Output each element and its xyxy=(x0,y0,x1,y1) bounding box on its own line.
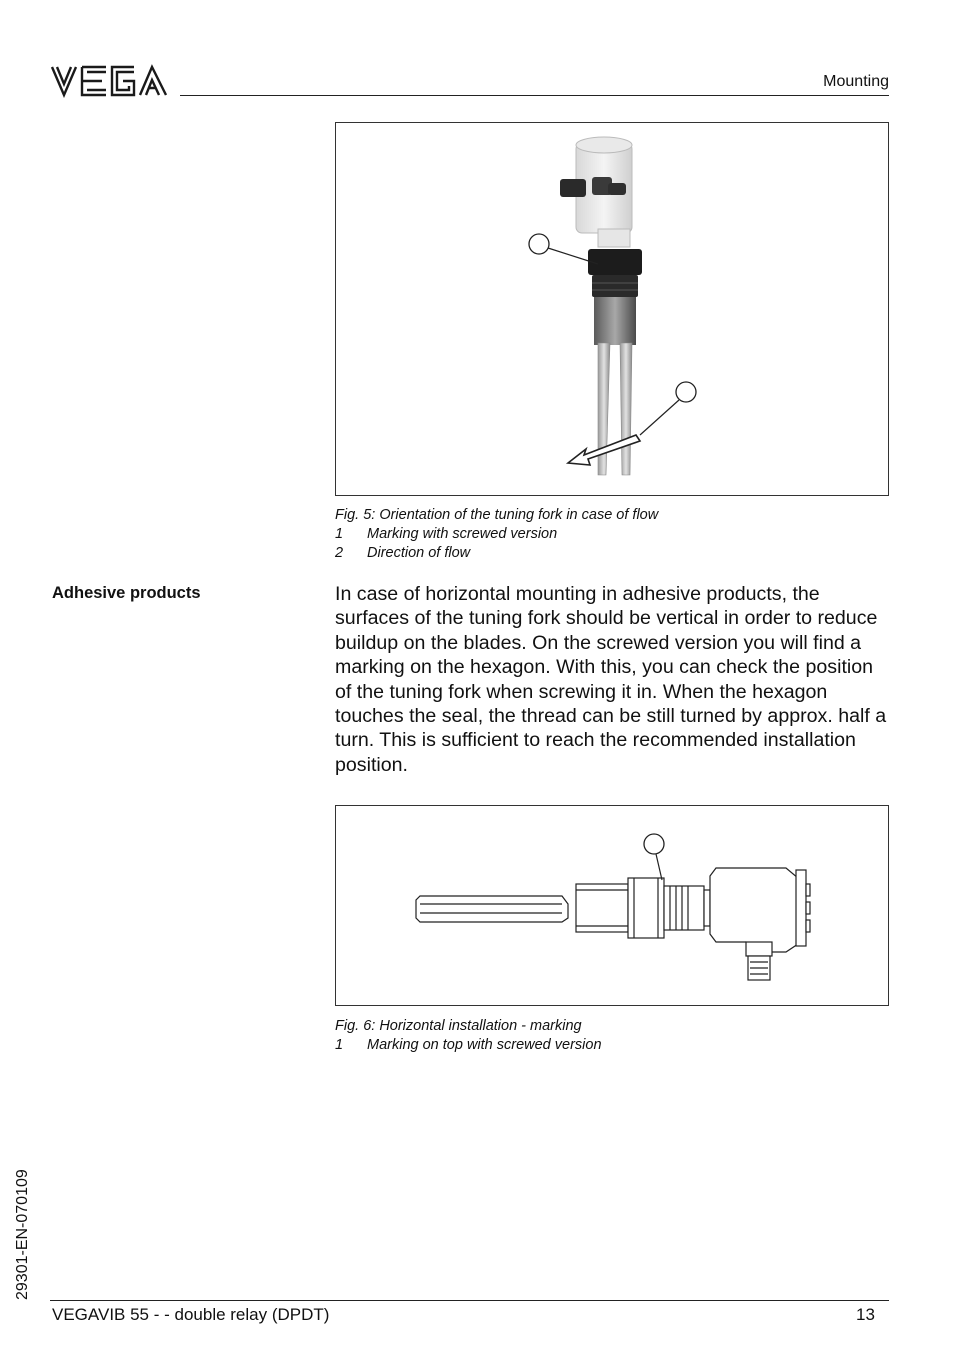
footer-rule xyxy=(50,1300,889,1301)
legend-number: 2 xyxy=(335,545,344,561)
figure-5-legend-item xyxy=(335,525,658,544)
figure-5-box xyxy=(335,122,889,496)
page-number: 13 xyxy=(856,1305,875,1324)
legend-number: 1 xyxy=(335,526,344,542)
legend-text: Direction of flow xyxy=(367,545,471,561)
body-paragraph: In case of horizontal mounting in adhesive products, the surfaces of the tuning fork should be vertical in order to reduce buildup on the blades. On the screwed version you will find a marking on the hexagon. With this, you can check the position of the tuning fork when screwing it in. When the hexagon touches the seal, the thread can be still turned by approx. half a turn. This is sufficient to reach the recommended installation position. xyxy=(335,583,887,776)
callout-1-circle xyxy=(529,234,549,254)
legend-number: 1 xyxy=(335,1037,344,1053)
side-heading: Adhesive products xyxy=(52,584,201,602)
document-id: 29301-EN-070109 xyxy=(14,1169,31,1300)
callout-2-circle xyxy=(676,382,696,402)
figure-6-caption: Fig. 6: Horizontal installation - marking xyxy=(335,1018,582,1034)
header-rule xyxy=(180,95,889,96)
figure-5-caption: Fig. 5: Orientation of the tuning fork in case of flow xyxy=(335,507,659,523)
figure-5-illustration xyxy=(336,123,888,495)
callout-1-circle xyxy=(644,834,664,854)
header-section-title: Mounting xyxy=(823,73,889,90)
figure-6-legend-item xyxy=(335,1036,602,1055)
figure-5-caption-block xyxy=(335,506,658,563)
figure-5-legend-item xyxy=(335,544,658,563)
vega-logo xyxy=(50,64,168,98)
footer-title: VEGAVIB 55 - - double relay (DPDT) xyxy=(52,1305,330,1324)
legend-text: Marking on top with screwed version xyxy=(367,1037,602,1053)
figure-6-box xyxy=(335,805,889,1006)
legend-text: Marking with screwed version xyxy=(367,526,558,542)
figure-6-illustration xyxy=(336,806,888,1005)
figure-6-caption-block xyxy=(335,1017,602,1055)
